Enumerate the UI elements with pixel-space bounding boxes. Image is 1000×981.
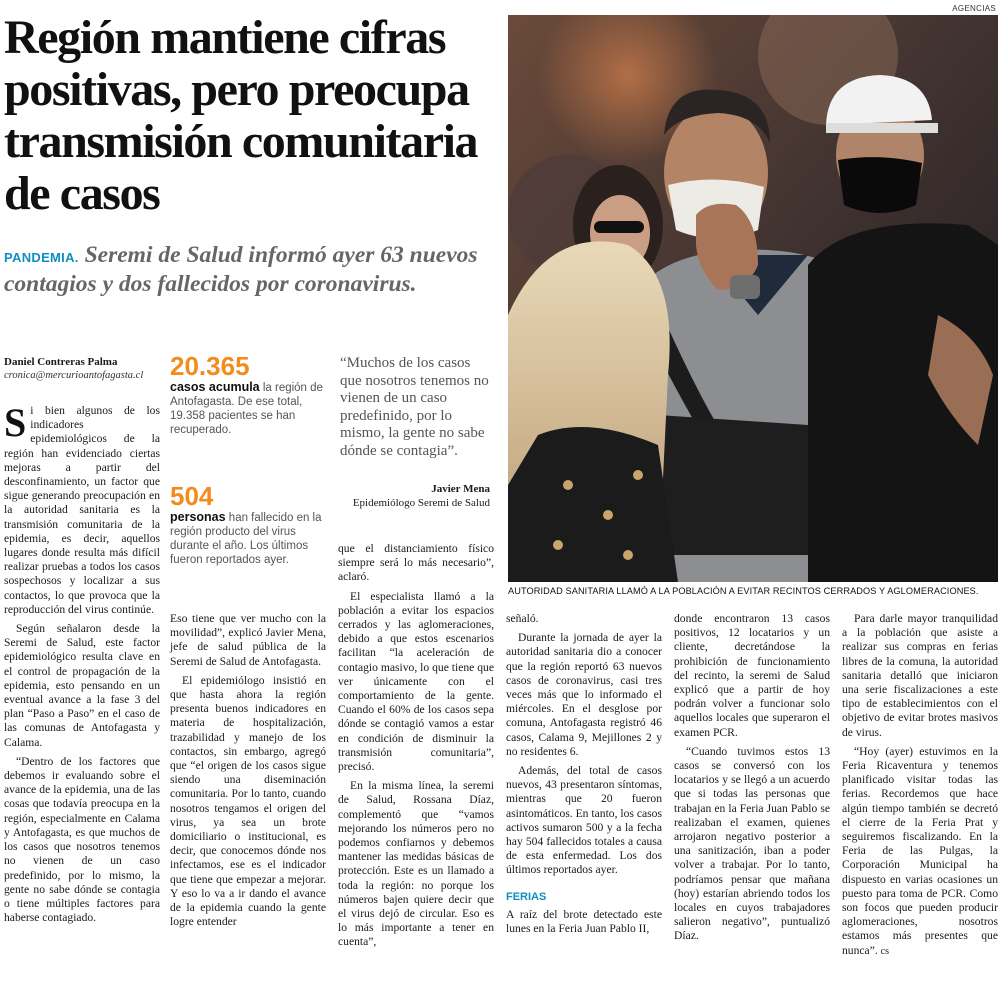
paragraph: señaló.: [506, 612, 539, 625]
paragraph: Durante la jornada de ayer la autoridad sanitaria dio a conocer que la región reportó 63 nuevos casos de coronavirus, casi tres veces más que lo informado el miércoles. En el desglose por comuna, Antofagasta registró 46 casos, Calama 9, Mejillones 2 y no residentes 6.: [506, 631, 662, 758]
paragraph: “Cuando tuvimos estos 13 casos se conversó con los locatarios y se llegó a un acuerdo que si todas las personas que trabajan en la Feria Juan Pablo se realizaban el examen, quienes arrojaron negativo posterior a una sanitización, iban a poder volver a trabajar. Por lo tanto, podríamos pensar que mañana (hoy) estarían abriendo todos los locales en cuyos trabajadores salieron negativo”, puntualizó Díaz.: [674, 744, 830, 943]
quote-attribution: [340, 482, 490, 510]
paragraph: A raíz del brote detectado este lunes en la Feria Juan Pablo II,: [506, 907, 662, 936]
quote-role: Epidemiólogo Seremi de Salud: [352, 497, 490, 509]
deck: [4, 242, 504, 298]
paragraph: Para darle mayor tranquilidad a la población que asiste a realizar sus compras en ferias libres de la comuna, la autoridad sanitaria detalló que iniciaron una serie fiscalizaciones a este tipo de establecimientos con el objetivo de evitar brotes masivos de virus.: [842, 612, 998, 739]
deck-label: PANDEMIA.: [4, 250, 79, 265]
author-name: Daniel Contreras Palma: [4, 356, 118, 368]
photo: [508, 15, 998, 582]
paragraph: [842, 745, 998, 959]
paragraph: Además, del total de casos nuevos, 43 presentaron síntomas, mientras que 20 fueron asintomáticos. En tanto, los casos activos sumaron 500 y a la fecha hay 504 fallecidos totales a causa de esta enfermedad. Los dos últimos reportados ayer.: [506, 764, 662, 877]
end-mark: cs: [880, 945, 889, 957]
column-2: [170, 612, 326, 934]
subhead-ferias: FERIAS: [506, 890, 547, 903]
paragraph-text: i bien algunos de los indicadores epidemiológicos de la región han evidenciado ciertas mejoras a partir del desconfinamiento, un factor que sigue generando preocupación en la autoridad sanitaria es la transmisión comunitaria de la epidemia, es decir, aquellos lugares donde resulta más difícil realizar pruebas a todos los casos sospechosos y localizar a sus contactos, lo que provoca que la reproducción del virus continúe.: [4, 404, 160, 616]
paragraph-text: “Hoy (ayer) estuvimos en la Feria Ricaventura y tenemos planificado visitar todas las ferias. Recordemos que hace algún tiempo también se decretó el cierre de la Feria Prat y seguiremos fiscalizando. En la Feria de las Pulgas, la Corporación Municipal ha dispuesto en varias ocasiones un puesto para toma de PCR. Como son focos que pueden producir aglomeraciones, nosotros estamos más presentes que nunca”.: [842, 744, 998, 957]
stat-text: la región de Antofagasta. De ese total, 19.358 pacientes se han recuperado.: [170, 382, 323, 436]
column-6: [842, 612, 998, 964]
paragraph: “Dentro de los factores que debemos ir evaluando sobre el avance de la epidemia, una de las cosas que todavía preocupa en la región, especialmente en Calama y Antofagasta, es que muchos de los casos que nosotros tenemos no vienen de un caso predefinido, por lo mismo, la gente no sabe dónde se contagia o tiene múltiples factores para haberse contagiado.: [4, 754, 160, 925]
stat-deaths: [170, 482, 330, 567]
column-1: [4, 400, 160, 930]
stat-cases: [170, 352, 330, 437]
paragraph: [4, 400, 160, 617]
paragraph: Según señalaron desde la Seremi de Salud, este factor epidemiológico resulta clave en el control de propagación de la epidemia, esto pensando en un eventual avance a la fase 3 del plan “Paso a Paso” en el caso de las comunas de Antofagasta y Calama.: [4, 622, 160, 749]
stat-number: 20.365: [170, 351, 250, 381]
paragraph: En la misma línea, la seremi de Salud, Rossana Díaz, complementó que “vamos mejorando los números pero no podemos confiarnos y debemos mantener las medidas básicas de protección. Este es un llamado a toda la región: no porque los números bajen quiere decir que el virus dejó de circular. Eso es lo más importante a tener en cuenta”,: [338, 779, 494, 949]
photo-caption: AUTORIDAD SANITARIA LLAMÓ A LA POBLACIÓN A EVITAR RECINTOS CERRADOS Y AGLOMERACIONES.: [508, 586, 979, 596]
headline: Región mantiene cifras positivas, pero preocupa transmisión comunitaria de casos: [4, 11, 478, 220]
crowd-photo-illustration: [508, 15, 998, 582]
photo-credit: AGENCIAS: [952, 4, 996, 13]
author-email[interactable]: cronica@mercurioantofagasta.cl: [4, 370, 144, 381]
pull-quote: “Muchos de los casos que nosotros tenemos no vienen de un caso predefinido, por lo mismo, la gente no sabe dónde se contagia”.: [340, 355, 489, 459]
stat-bold: casos acumula: [170, 380, 260, 394]
quote-author: Javier Mena: [431, 483, 490, 495]
column-4: [506, 612, 662, 941]
stat-bold: personas: [170, 510, 226, 524]
stat-number: 504: [170, 481, 214, 511]
stat-text: han fallecido en la región producto del virus durante el año. Los últimos fueron reportados ayer.: [170, 512, 322, 566]
drop-cap: S: [4, 400, 27, 445]
column-3: [338, 542, 494, 955]
column-5: [674, 612, 830, 949]
paragraph: que el distanciamiento físico siempre será lo más necesario”, aclaró.: [338, 542, 494, 584]
deck-text: Seremi de Salud informó ayer 63 nuevos contagios y dos fallecidos por coronavirus.: [4, 242, 478, 297]
paragraph: donde encontraron 13 casos positivos, 12 locatarios y un cliente, decretándose la prohibición de funcionamiento del recinto, la seremi de Salud explicó que a partir de hoy podrán volver a funcionar solo aquellos locales que superaron el examen PCR.: [674, 612, 830, 739]
paragraph: Eso tiene que ver mucho con la movilidad”, explicó Javier Mena, jefe de salud pública de la Seremi de Salud de Antofagasta.: [170, 612, 326, 668]
paragraph: El especialista llamó a la población a evitar los espacios cerrados y las aglomeraciones, debido a que estos escenarios facilitan “la aceleración de contagio masivo, lo que tiene que ver únicamente con el comportamiento de la gente. Cuando el 60% de los casos sepa dónde se contagió vamos a estar en condición de disminuir la transmisión comunitaria”, precisó.: [338, 589, 494, 774]
byline: [4, 356, 164, 381]
paragraph: El epidemiólogo insistió en que hasta ahora la región presenta buenos indicadores en materia de hospitalización, trazabilidad y manejo de los contactos, sin embargo, agregó que “el origen de los casos sigue siendo una diseminación comunitaria. Por lo tanto, cuando nosotros tengamos el origen del virus, ya sea un brote domiciliario o institucional, es decir, que conocemos dónde nos infectamos, ese es el indicador que tiene que empezar a mejorar. Y eso lo va a ir dando el avance de la epidemia cuando la gente logre entender: [170, 673, 326, 929]
